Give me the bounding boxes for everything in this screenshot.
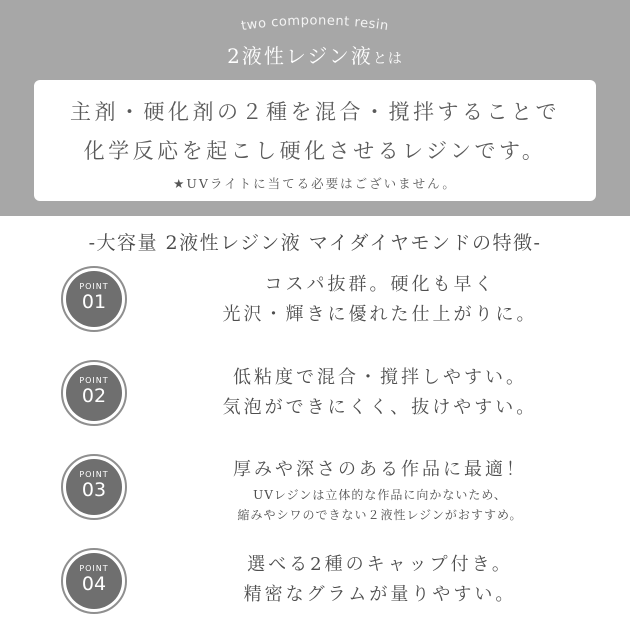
point-badge-01 — [61, 266, 127, 332]
point-badge-02 — [61, 360, 127, 426]
point-badge-disc — [66, 553, 122, 609]
point-label: POINT — [79, 376, 109, 385]
english-subtitle-arc — [215, 12, 415, 34]
svg-text:two component resin — [240, 13, 389, 34]
point-badge-disc — [66, 365, 122, 421]
point-badge-03 — [61, 454, 127, 520]
description-note: ★UVライトに当てる必要はございません。 — [173, 176, 457, 191]
features-heading: -大容量 2液性レジン液 マイダイヤモンドの特徴- — [88, 232, 542, 254]
description-line-2: 化学反応を起こし硬化させるレジンです。 — [83, 139, 547, 163]
header-band — [0, 0, 630, 216]
point-line-3: 縮みやシワのできない２液性レジンがおすすめ。 — [237, 508, 523, 522]
point-line-1: コスパ抜群。硬化も早く — [264, 274, 496, 295]
point-text-02 — [140, 363, 620, 423]
page-title-main: 2液性レジン液 — [227, 44, 373, 68]
point-number: 03 — [81, 479, 107, 501]
point-number: 02 — [81, 385, 107, 407]
point-number: 04 — [81, 573, 107, 595]
point-badge-04 — [61, 548, 127, 614]
page-title — [0, 40, 630, 69]
point-line-2: UVレジンは立体的な作品に向かないため、 — [253, 488, 507, 502]
description-line-1: 主剤・硬化剤の２種を混合・撹拌することで — [70, 100, 560, 124]
point-badge-disc — [66, 459, 122, 515]
point-line-1: 低粘度で混合・撹拌しやすい。 — [233, 367, 527, 388]
point-text-04 — [140, 550, 620, 610]
point-line-1: 厚みや深さのある作品に最適！ — [233, 459, 527, 480]
english-subtitle: two component resin — [240, 13, 390, 34]
point-label: POINT — [79, 282, 109, 291]
description-card — [34, 80, 596, 201]
point-label: POINT — [79, 564, 109, 573]
point-line-2: 気泡ができにくく、抜けやすい。 — [222, 397, 538, 418]
point-text-01 — [140, 270, 620, 330]
point-badge-disc — [66, 271, 122, 327]
point-number: 01 — [81, 291, 107, 313]
point-line-2: 精密なグラムが量りやすい。 — [243, 584, 517, 605]
point-label: POINT — [79, 470, 109, 479]
page-title-suffix: とは — [372, 51, 403, 67]
point-line-1: 選べる2種のキャップ付き。 — [247, 554, 513, 575]
point-text-03 — [140, 455, 620, 525]
point-line-2: 光沢・輝きに優れた仕上がりに。 — [222, 304, 538, 325]
